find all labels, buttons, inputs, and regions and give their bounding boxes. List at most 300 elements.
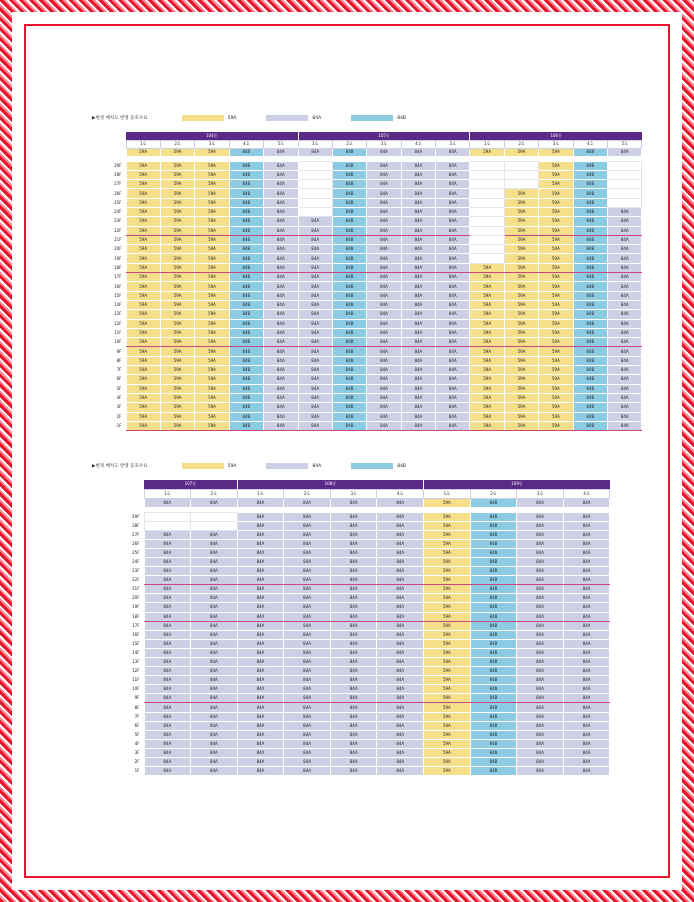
unit-cell: 84A: [330, 539, 377, 548]
unit-cell: 84A: [563, 576, 610, 585]
unit-cell: 84A: [144, 739, 191, 748]
unit-cell: 84A: [264, 235, 298, 244]
unit-cell: 59A: [470, 328, 504, 337]
floor-row: [92, 375, 642, 384]
unit-cell: 59A: [470, 366, 504, 375]
unit-cell: 84A: [237, 685, 284, 694]
corner-cell: [92, 498, 144, 507]
document-page: [24, 24, 670, 878]
unit-cell: 84B: [229, 245, 263, 254]
unit-cell: 59A: [504, 198, 538, 207]
floor-label: 22F: [92, 576, 144, 585]
unit-cell: 84B: [573, 291, 607, 300]
unit-cell: 84A: [264, 328, 298, 337]
unit-cell: 84A: [298, 356, 332, 365]
floor-row: [92, 658, 610, 667]
unit-cell: 84B: [332, 235, 366, 244]
unit-cell: 59A: [126, 421, 160, 430]
unit-cell: 84A: [436, 291, 470, 300]
floor-row: [92, 310, 642, 319]
unit-cell: 84A: [401, 207, 435, 216]
unit-cell: 84A: [436, 319, 470, 328]
unit-type-header: 84A: [144, 498, 191, 507]
unit-cell: 84B: [229, 198, 263, 207]
unit-cell: 84A: [144, 694, 191, 703]
unit-cell: 59A: [195, 319, 229, 328]
unit-cell: 59A: [539, 207, 573, 216]
unit-cell: 84A: [608, 300, 642, 309]
floor-row: [92, 421, 642, 430]
floor-label: 12F: [92, 319, 126, 328]
unit-cell: 59A: [126, 319, 160, 328]
unit-type-header: 84B: [332, 148, 366, 156]
unit-cell: 84A: [401, 170, 435, 179]
unit-cell: 84A: [237, 758, 284, 767]
floor-label: 27F: [92, 530, 144, 539]
unit-cell: 84A: [330, 530, 377, 539]
unit-cell: 84A: [191, 630, 238, 639]
floor-label: 6F: [92, 375, 126, 384]
unit-cell: 84A: [264, 384, 298, 393]
unit-cell: 84A: [401, 161, 435, 170]
unit-cell: 84A: [377, 658, 424, 667]
unit-cell: 84A: [330, 685, 377, 694]
unit-cell: 59A: [195, 421, 229, 430]
unit-cell: 84A: [144, 658, 191, 667]
unit-cell: 84A: [191, 603, 238, 612]
unit-cell: 59A: [539, 273, 573, 282]
floor-label: 11F: [92, 676, 144, 685]
unit-cell: 59A: [126, 235, 160, 244]
unit-cell: 59A: [160, 366, 194, 375]
unit-cell: 84A: [367, 300, 401, 309]
floor-label: 14F: [92, 300, 126, 309]
unit-cell: 84A: [237, 512, 284, 521]
empty-cell: [608, 161, 642, 170]
unit-cell: 84A: [517, 594, 564, 603]
unit-cell: 84B: [470, 539, 517, 548]
unit-type-header: 84A: [401, 148, 435, 156]
unit-cell: 84A: [191, 539, 238, 548]
floor-row: [92, 356, 642, 365]
unit-type-header: 84A: [330, 498, 377, 507]
unit-cell: 59A: [424, 658, 471, 667]
unit-cell: 84B: [229, 403, 263, 412]
unit-cell: 84B: [332, 263, 366, 272]
corner-cell: [92, 148, 126, 156]
unit-cell: 59A: [160, 356, 194, 365]
floor-row: [92, 703, 610, 712]
unit-cell: 84A: [608, 319, 642, 328]
unit-cell: 59A: [160, 245, 194, 254]
unit-cell: 84A: [367, 170, 401, 179]
floor-row: [92, 235, 642, 244]
unit-cell: 84B: [470, 576, 517, 585]
unit-cell: 59A: [195, 189, 229, 198]
unit-cell: 84A: [401, 347, 435, 356]
unit-cell: 59A: [126, 245, 160, 254]
unit-cell: 84A: [608, 310, 642, 319]
unit-cell: 84B: [573, 189, 607, 198]
unit-cell: 84A: [377, 521, 424, 530]
floor-label: 6F: [92, 721, 144, 730]
unit-cell: 84A: [517, 676, 564, 685]
unit-cell: 59A: [126, 403, 160, 412]
floor-row: [92, 567, 610, 576]
legend-1: [92, 114, 406, 122]
unit-cell: 84A: [264, 403, 298, 412]
unit-cell: 84B: [229, 375, 263, 384]
unit-cell: 84A: [284, 739, 331, 748]
unit-cell: 84A: [563, 721, 610, 730]
unit-cell: 84A: [298, 263, 332, 272]
unit-cell: 59A: [539, 384, 573, 393]
unit-cell: 84A: [517, 548, 564, 557]
unit-cell: 84A: [517, 767, 564, 776]
floor-label: 7F: [92, 712, 144, 721]
unit-cell: 59A: [126, 161, 160, 170]
unit-cell: 59A: [195, 217, 229, 226]
unit-cell: 84B: [229, 328, 263, 337]
unit-cell: 84A: [284, 758, 331, 767]
unit-cell: 84B: [470, 703, 517, 712]
unit-cell: 84B: [332, 366, 366, 375]
unit-cell: 59A: [504, 291, 538, 300]
unit-cell: 84A: [191, 703, 238, 712]
unit-cell: 59A: [504, 328, 538, 337]
floor-row: [92, 366, 642, 375]
unit-cell: 59A: [424, 767, 471, 776]
unit-cell: 59A: [126, 393, 160, 402]
unit-cell: 84A: [144, 712, 191, 721]
unit-type-header: 84B: [573, 148, 607, 156]
empty-cell: [191, 521, 238, 530]
unit-cell: 84A: [377, 585, 424, 594]
unit-cell: 59A: [424, 748, 471, 757]
floor-row: [92, 767, 610, 776]
floor-label: 25F: [92, 548, 144, 557]
floor-label: 12F: [92, 667, 144, 676]
unit-cell: 84A: [298, 375, 332, 384]
floor-row: [92, 539, 610, 548]
unit-cell: 84A: [563, 530, 610, 539]
unit-cell: 84B: [573, 226, 607, 235]
unit-cell: 84A: [563, 585, 610, 594]
unit-cell: 84A: [144, 557, 191, 566]
legend-label-59a: 59A: [227, 115, 237, 121]
unit-cell: 59A: [195, 412, 229, 421]
unit-cell: 84A: [144, 603, 191, 612]
unit-type-header: 84B: [229, 148, 263, 156]
unit-cell: 84A: [563, 630, 610, 639]
unit-cell: 84B: [229, 189, 263, 198]
unit-cell: 59A: [126, 356, 160, 365]
unit-cell: 84A: [608, 328, 642, 337]
unit-cell: 59A: [424, 567, 471, 576]
unit-cell: 84A: [377, 648, 424, 657]
unit-cell: 84B: [573, 161, 607, 170]
floor-row: [92, 676, 610, 685]
unit-cell: 84A: [191, 739, 238, 748]
unit-cell: 84B: [332, 245, 366, 254]
legend-title: ▶변경 배치도 반영 동호수표: [92, 116, 148, 121]
unit-cell: 59A: [195, 207, 229, 216]
unit-cell: 59A: [195, 226, 229, 235]
floor-row: [92, 667, 610, 676]
unit-cell: 84B: [470, 694, 517, 703]
unit-cell: 84A: [330, 603, 377, 612]
unit-cell: 84A: [264, 254, 298, 263]
unit-cell: 84A: [264, 393, 298, 402]
floor-row: [92, 685, 610, 694]
unit-cell: 59A: [126, 198, 160, 207]
unit-cell: 84A: [191, 730, 238, 739]
unit-cell: 59A: [126, 366, 160, 375]
unit-cell: 84A: [401, 198, 435, 207]
unit-type-header: 84A: [284, 498, 331, 507]
unit-cell: 84A: [264, 310, 298, 319]
floor-row: [92, 621, 610, 630]
floor-label: 3F: [92, 403, 126, 412]
unit-cell: 59A: [504, 338, 538, 347]
empty-cell: [470, 161, 504, 170]
unit-cell: 84A: [517, 530, 564, 539]
unit-cell: 59A: [539, 328, 573, 337]
unit-cell: 84B: [573, 356, 607, 365]
unit-cell: 84A: [608, 291, 642, 300]
unit-cell: 84B: [470, 548, 517, 557]
unit-cell: 59A: [126, 328, 160, 337]
floor-row: [92, 603, 610, 612]
floor-row: [92, 180, 642, 189]
unit-cell: 84A: [563, 639, 610, 648]
unit-cell: 84A: [563, 767, 610, 776]
unit-cell: 84A: [284, 648, 331, 657]
unit-cell: 59A: [470, 282, 504, 291]
unit-cell: 84A: [436, 180, 470, 189]
unit-cell: 84A: [191, 648, 238, 657]
unit-cell: 84B: [573, 282, 607, 291]
unit-cell: 84A: [517, 539, 564, 548]
unit-cell: 84A: [401, 384, 435, 393]
unit-cell: 84A: [367, 347, 401, 356]
unit-cell: 84A: [264, 319, 298, 328]
unit-cell: 59A: [160, 180, 194, 189]
floor-label: 24F: [92, 557, 144, 566]
floor-label: 14F: [92, 648, 144, 657]
unit-cell: 84B: [470, 748, 517, 757]
unit-cell: 59A: [160, 207, 194, 216]
unit-cell: 84B: [470, 667, 517, 676]
building-header: 108동: [237, 480, 423, 489]
unit-cell: 59A: [539, 161, 573, 170]
unit-number-header: 1호: [298, 140, 332, 148]
unit-cell: 59A: [539, 226, 573, 235]
unit-cell: 84A: [436, 421, 470, 430]
floor-label: 29F: [92, 161, 126, 170]
floor-label: 28F: [92, 170, 126, 179]
floor-row: [92, 512, 610, 521]
empty-cell: [470, 254, 504, 263]
unit-number-header: 3호: [539, 140, 573, 148]
unit-cell: 84A: [330, 676, 377, 685]
unit-cell: 59A: [539, 198, 573, 207]
empty-cell: [470, 189, 504, 198]
unit-cell: 59A: [160, 226, 194, 235]
unit-cell: 84B: [332, 180, 366, 189]
unit-cell: 84A: [517, 512, 564, 521]
unit-cell: 84B: [470, 685, 517, 694]
unit-cell: 59A: [470, 393, 504, 402]
unit-cell: 84B: [573, 310, 607, 319]
unit-cell: 84A: [330, 758, 377, 767]
unit-cell: 59A: [504, 254, 538, 263]
unit-cell: 84A: [284, 521, 331, 530]
unit-cell: 84A: [284, 676, 331, 685]
unit-number-header: 3호: [517, 489, 564, 498]
floor-label: 7F: [92, 366, 126, 375]
building-header: 109동: [424, 480, 610, 489]
unit-cell: 84A: [264, 375, 298, 384]
unit-cell: 84A: [264, 366, 298, 375]
floor-row: [92, 412, 642, 421]
unit-cell: 84B: [573, 170, 607, 179]
unit-cell: 84A: [264, 170, 298, 179]
floor-row: [92, 648, 610, 657]
unit-cell: 84A: [144, 576, 191, 585]
unit-cell: 84B: [229, 235, 263, 244]
unit-cell: 84A: [330, 557, 377, 566]
unit-cell: 84A: [436, 412, 470, 421]
unit-cell: 84B: [470, 512, 517, 521]
unit-cell: 84A: [298, 384, 332, 393]
unit-type-header: 59A: [126, 148, 160, 156]
unit-cell: 84B: [470, 603, 517, 612]
unit-cell: 84A: [237, 739, 284, 748]
unit-number-header: 5호: [264, 140, 298, 148]
unit-cell: 84A: [517, 712, 564, 721]
unit-cell: 84A: [264, 291, 298, 300]
unit-cell: 84A: [144, 721, 191, 730]
floor-label: 11F: [92, 328, 126, 337]
unit-cell: 84A: [401, 263, 435, 272]
floor-label: 15F: [92, 291, 126, 300]
unit-cell: 84B: [470, 767, 517, 776]
unit-cell: 84A: [377, 703, 424, 712]
unit-cell: 84A: [298, 245, 332, 254]
floor-label: 10F: [92, 685, 144, 694]
unit-cell: 84A: [367, 319, 401, 328]
unit-number-header: 3호: [195, 140, 229, 148]
unit-cell: 59A: [160, 403, 194, 412]
unit-cell: 84A: [298, 393, 332, 402]
unit-cell: 84B: [470, 567, 517, 576]
unit-cell: 84B: [573, 403, 607, 412]
unit-cell: 84A: [284, 630, 331, 639]
unit-cell: 59A: [539, 356, 573, 365]
unit-cell: 84B: [229, 421, 263, 430]
floor-label: 1F: [92, 421, 126, 430]
floor-row: [92, 594, 610, 603]
unit-cell: 84A: [367, 254, 401, 263]
unit-cell: 84A: [608, 226, 642, 235]
unit-cell: 84A: [284, 712, 331, 721]
floor-row: [92, 207, 642, 216]
unit-cell: 59A: [126, 282, 160, 291]
unit-cell: 59A: [470, 310, 504, 319]
unit-cell: 84A: [563, 712, 610, 721]
floor-label: 20F: [92, 594, 144, 603]
empty-cell: [470, 198, 504, 207]
unit-cell: 84A: [284, 685, 331, 694]
unit-cell: 84A: [284, 585, 331, 594]
unit-cell: 84A: [237, 594, 284, 603]
unit-cell: 84A: [608, 217, 642, 226]
unit-cell: 59A: [470, 412, 504, 421]
unit-cell: 84A: [237, 730, 284, 739]
unit-cell: 84A: [330, 748, 377, 757]
unit-cell: 59A: [424, 576, 471, 585]
unit-cell: 84A: [367, 273, 401, 282]
floor-row: [92, 300, 642, 309]
unit-number-header: 4호: [377, 489, 424, 498]
unit-cell: 84B: [470, 721, 517, 730]
unit-cell: 84A: [401, 254, 435, 263]
unit-cell: 59A: [470, 263, 504, 272]
unit-cell: 84A: [284, 721, 331, 730]
unit-cell: 84A: [563, 658, 610, 667]
floor-row: [92, 328, 642, 337]
unit-cell: 84A: [264, 198, 298, 207]
unit-cell: 84A: [436, 328, 470, 337]
unit-cell: 59A: [539, 319, 573, 328]
unit-number-header: 3호: [367, 140, 401, 148]
floor-label: 2F: [92, 412, 126, 421]
unit-cell: 84B: [470, 594, 517, 603]
unit-cell: 84B: [470, 758, 517, 767]
unit-cell: 84A: [367, 180, 401, 189]
unit-cell: 84A: [517, 603, 564, 612]
unit-cell: 84A: [436, 189, 470, 198]
unit-cell: 84A: [264, 226, 298, 235]
unit-cell: 84B: [229, 338, 263, 347]
unit-cell: 84A: [436, 207, 470, 216]
unit-type-header: 84A: [608, 148, 642, 156]
floor-label: 25F: [92, 198, 126, 207]
unit-cell: 84A: [563, 594, 610, 603]
unit-cell: 84A: [608, 384, 642, 393]
floor-label: 26F: [92, 539, 144, 548]
unit-cell: 84A: [264, 189, 298, 198]
unit-cell: 84B: [332, 273, 366, 282]
unit-cell: 84A: [377, 694, 424, 703]
unit-cell: 84A: [330, 594, 377, 603]
unit-cell: 59A: [470, 403, 504, 412]
unit-cell: 84A: [298, 235, 332, 244]
unit-cell: 59A: [160, 375, 194, 384]
unit-cell: 59A: [126, 217, 160, 226]
unit-cell: 84B: [229, 180, 263, 189]
unit-cell: 84B: [332, 217, 366, 226]
floor-label: 19F: [92, 603, 144, 612]
unit-cell: 84B: [470, 730, 517, 739]
unit-cell: 84A: [401, 375, 435, 384]
unit-cell: 59A: [160, 189, 194, 198]
unit-cell: 84A: [367, 328, 401, 337]
unit-cell: 84A: [563, 621, 610, 630]
unit-type-header: 84A: [237, 498, 284, 507]
unit-cell: 59A: [539, 347, 573, 356]
